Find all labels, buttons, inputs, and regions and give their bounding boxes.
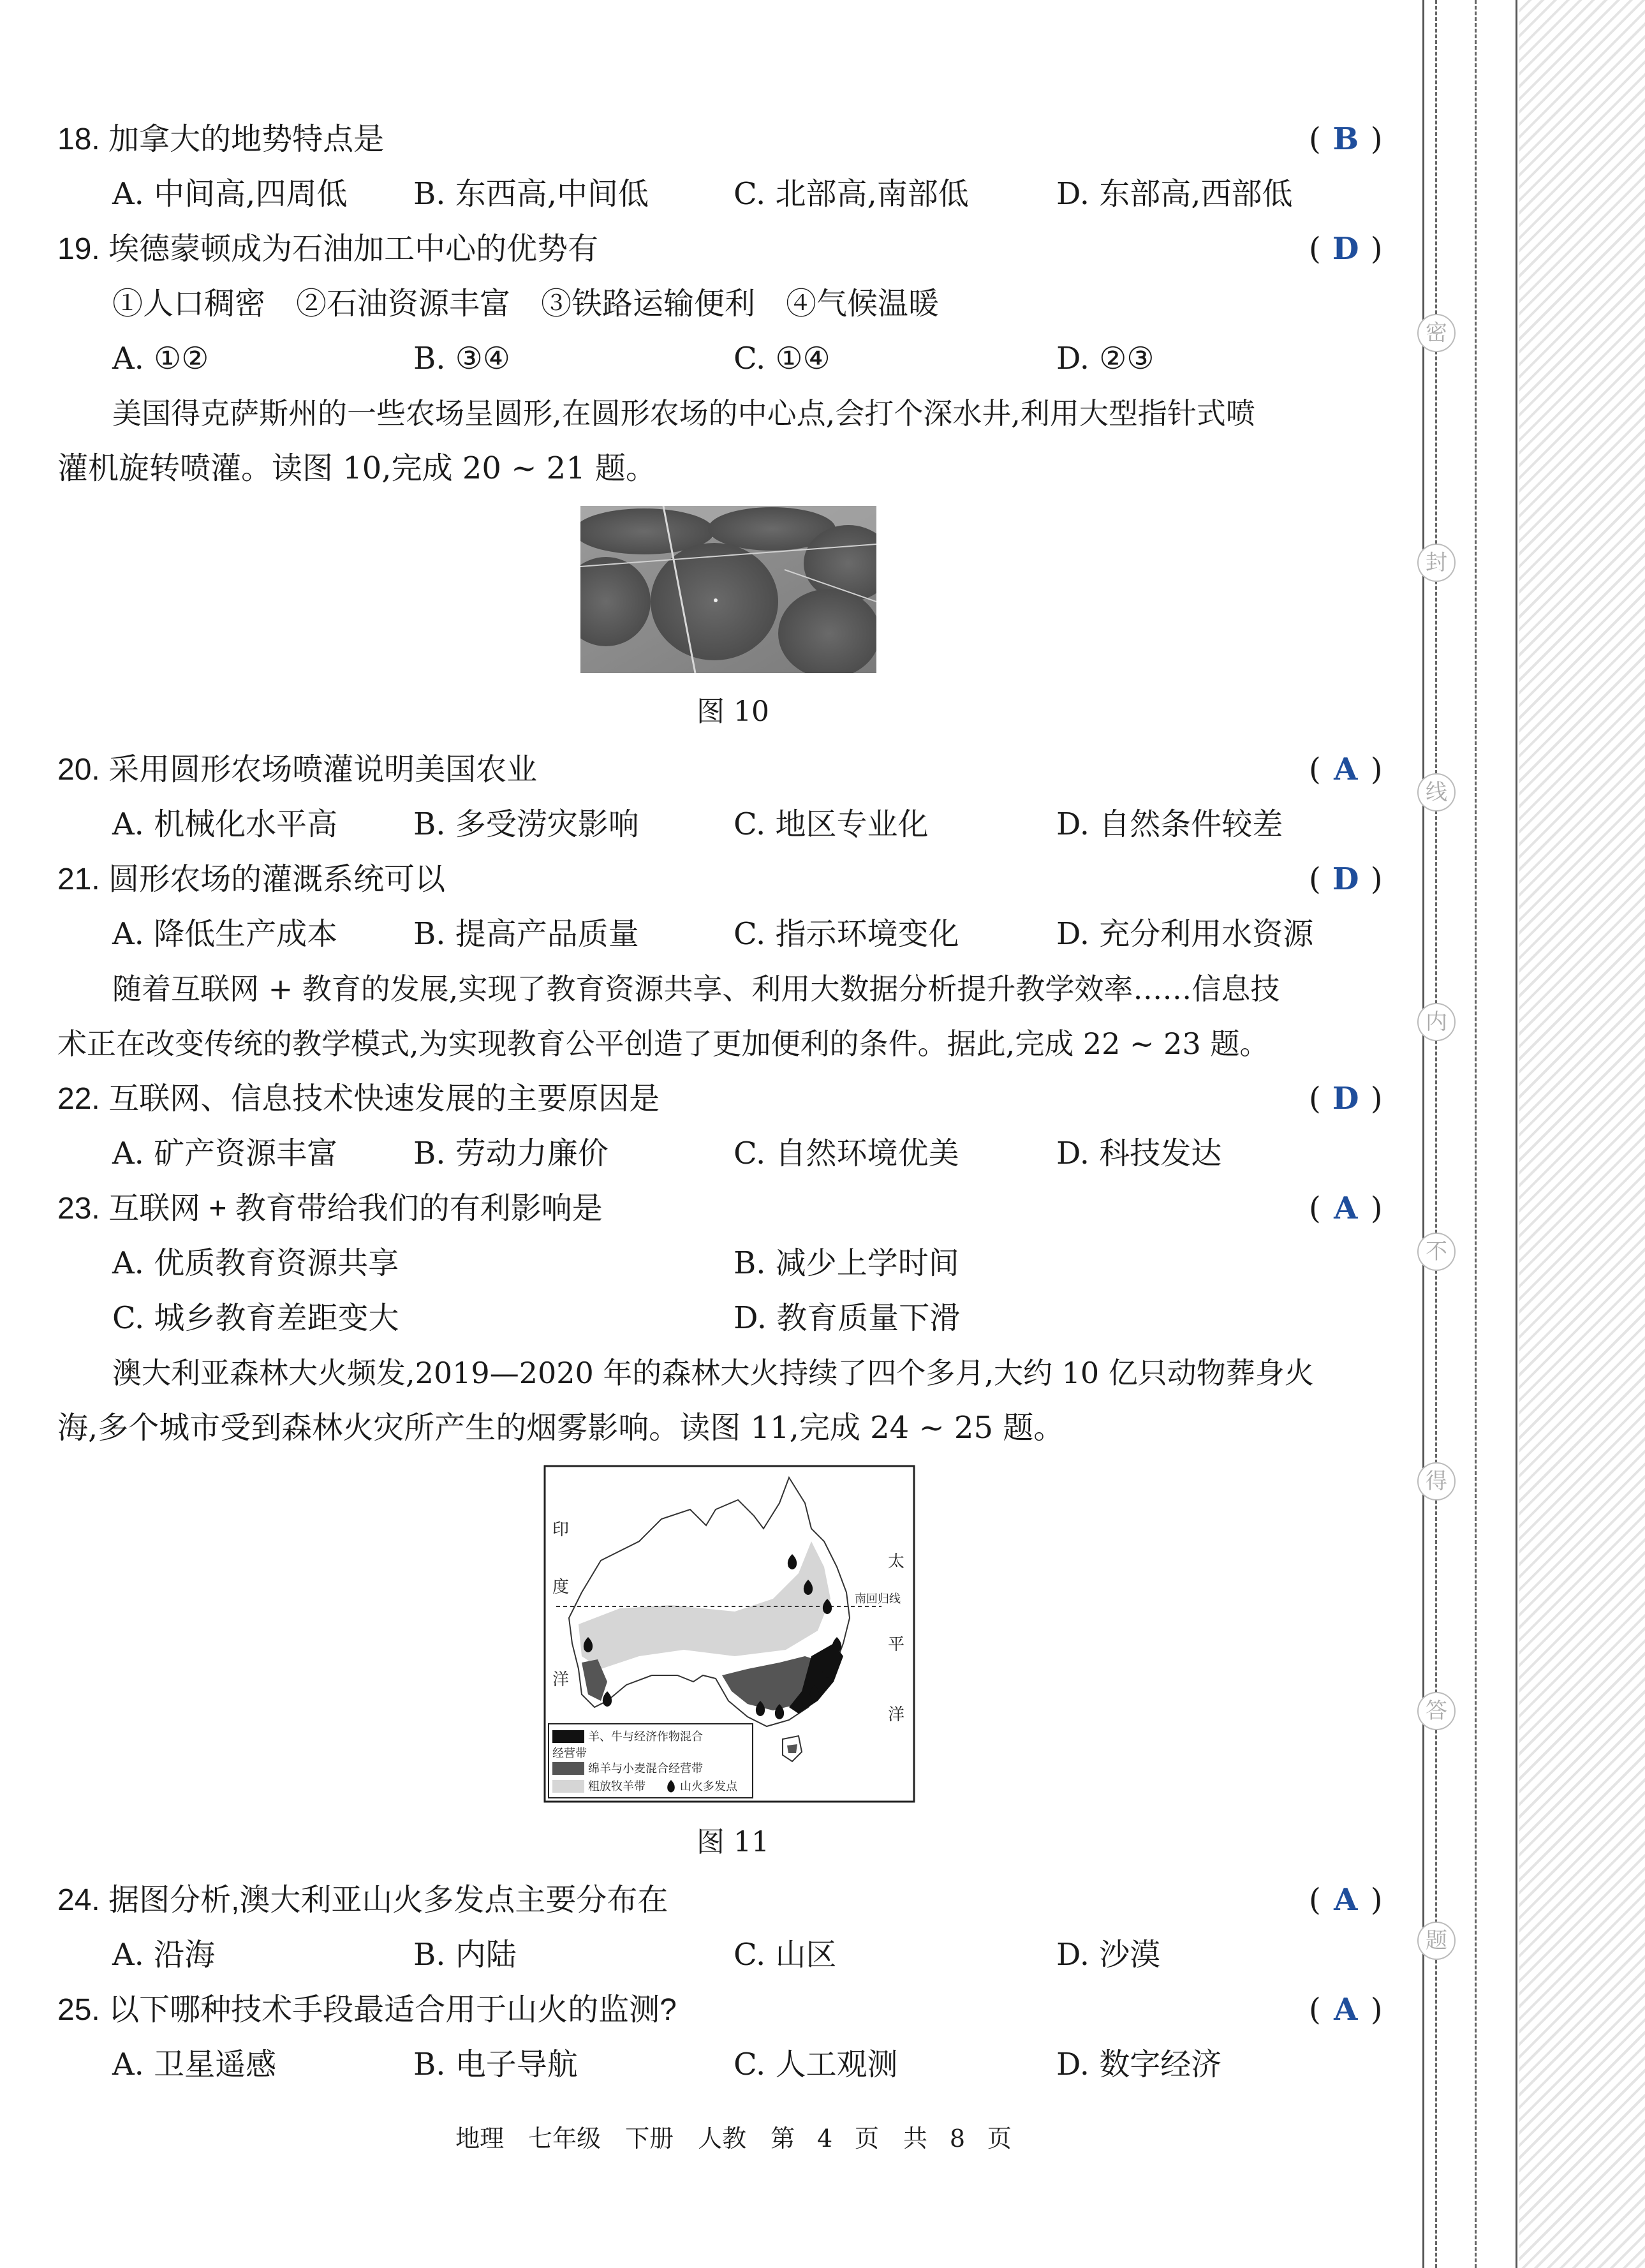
question-25-option-a: A. 卫星遥感 — [112, 2047, 277, 2082]
tropic-of-capricorn-label: 南回归线 — [855, 1592, 901, 1606]
figure-10-caption: 图 10 — [697, 695, 769, 728]
pacific-ocean-label-2: 平 — [888, 1635, 905, 1654]
legend-swatch-black — [552, 1730, 584, 1743]
question-21-option-d: D. 充分利用水资源 — [1056, 916, 1314, 952]
question-24-answer: ( A ) — [1309, 1882, 1383, 1918]
question-18-option-c: C. 北部高,南部低 — [734, 176, 969, 212]
question-22-answer: ( D ) — [1309, 1081, 1383, 1116]
question-24-option-d: D. 沙漠 — [1056, 1937, 1161, 1973]
question-20-option-a: A. 机械化水平高 — [112, 806, 338, 842]
question-19-option-c: C. ①④ — [734, 341, 830, 376]
question-23-option-a: A. 优质教育资源共享 — [112, 1245, 399, 1281]
question-19-items: ①人口稠密 ②石油资源丰富 ③铁路运输便利 ④气候温暖 — [112, 286, 940, 322]
answer-letter: A — [1334, 1190, 1358, 1226]
legend-light-label: 粗放牧羊带 — [588, 1780, 645, 1793]
question-20-answer: ( A ) — [1309, 752, 1383, 787]
question-21-stem: 21. 圆形农场的灌溉系统可以 — [57, 863, 446, 896]
figure-11-caption: 图 11 — [697, 1826, 769, 1858]
question-23-option-b: B. 减少上学时间 — [734, 1245, 959, 1281]
answer-letter: A — [1334, 752, 1358, 787]
question-19-answer: ( D ) — [1309, 231, 1383, 267]
question-18-answer: ( B ) — [1309, 121, 1383, 157]
passage-22-23-line-2: 术正在改变传统的教学模式,为实现教育公平创造了更加便利的条件。据此,完成 22 ~ 23 题。 — [57, 1027, 1269, 1061]
answer-letter: A — [1334, 1992, 1358, 2027]
question-24-option-b: B. 内陆 — [413, 1937, 517, 1973]
pacific-ocean-label-1: 太 — [888, 1552, 905, 1571]
passage-20-21-line-1: 美国得克萨斯州的一些农场呈圆形,在圆形农场的中心点,会打个深水井,利用大型指针式喷 — [112, 396, 1255, 431]
passage-20-21-line-2: 灌机旋转喷灌。读图 10,完成 20 ~ 21 题。 — [57, 450, 657, 486]
legend-fire-label: 山火多发点 — [680, 1780, 737, 1793]
question-23-stem: 23. 互联网 + 教育带给我们的有利影响是 — [57, 1192, 603, 1226]
figure-11-australia-agriculture-map — [543, 1465, 915, 1803]
binding-seal-8: 题 — [1417, 1922, 1456, 1960]
question-21-option-b: B. 提高产品质量 — [413, 916, 639, 952]
question-21-answer: ( D ) — [1309, 861, 1383, 897]
binding-seal-7: 答 — [1417, 1692, 1456, 1730]
question-20-option-b: B. 多受涝灾影响 — [413, 806, 639, 842]
question-20-option-d: D. 自然条件较差 — [1056, 806, 1283, 842]
answer-letter: D — [1332, 231, 1359, 267]
question-19-option-d: D. ②③ — [1056, 341, 1154, 376]
indian-ocean-label-3: 洋 — [552, 1670, 570, 1689]
binding-seal-2: 封 — [1417, 544, 1456, 582]
question-22-option-a: A. 矿产资源丰富 — [112, 1136, 338, 1171]
question-18-option-d: D. 东部高,西部低 — [1056, 176, 1293, 212]
legend-black-label-2: 经营带 — [552, 1747, 587, 1760]
question-21-option-a: A. 降低生产成本 — [112, 916, 338, 952]
legend-swatch-light — [552, 1780, 584, 1793]
binding-seal-6: 得 — [1417, 1462, 1456, 1501]
binding-seal-5: 不 — [1417, 1233, 1456, 1271]
question-24-stem: 24. 据图分析,澳大利亚山火多发点主要分布在 — [57, 1883, 668, 1917]
question-21-option-c: C. 指示环境变化 — [734, 916, 959, 952]
question-25-option-d: D. 数字经济 — [1056, 2047, 1222, 2082]
binding-hatch — [1519, 0, 1645, 2268]
question-18-option-b: B. 东西高,中间低 — [413, 176, 649, 212]
pacific-ocean-label-3: 洋 — [888, 1705, 905, 1724]
legend-black-label-1: 羊、牛与经济作物混合 — [588, 1730, 703, 1744]
question-20-stem: 20. 采用圆形农场喷灌说明美国农业 — [57, 753, 538, 787]
answer-letter: D — [1332, 861, 1359, 897]
question-22-option-b: B. 劳动力廉价 — [413, 1136, 609, 1171]
question-25-answer: ( A ) — [1309, 1992, 1383, 2027]
binding-seal-1: 密 — [1417, 314, 1456, 352]
passage-24-25-line-2: 海,多个城市受到森林火灾所产生的烟雾影响。读图 11,完成 24 ~ 25 题。 — [57, 1410, 1065, 1446]
question-25-stem: 25. 以下哪种技术手段最适合用于山火的监测? — [57, 1993, 677, 2027]
question-19-stem: 19. 埃德蒙顿成为石油加工中心的优势有 — [57, 232, 599, 266]
question-22-option-d: D. 科技发达 — [1056, 1136, 1222, 1171]
figure-10-circular-farms-photo — [580, 506, 876, 673]
legend-dark-label: 绵羊与小麦混合经营带 — [588, 1762, 703, 1775]
passage-24-25-line-1: 澳大利亚森林大火频发,2019—2020 年的森林大火持续了四个多月,大约 10 亿只动物葬身火 — [112, 1356, 1314, 1390]
question-25-option-b: B. 电子导航 — [413, 2047, 578, 2082]
question-25-option-c: C. 人工观测 — [734, 2047, 898, 2082]
question-23-option-c: C. 城乡教育差距变大 — [112, 1300, 399, 1336]
question-19-option-b: B. ③④ — [413, 341, 510, 376]
question-18-stem: 18. 加拿大的地势特点是 — [57, 122, 385, 156]
question-22-stem: 22. 互联网、信息技术快速发展的主要原因是 — [57, 1082, 660, 1116]
page-footer: 地理 七年级 下册 人教 第 4 页 共 8 页 — [455, 2124, 1012, 2153]
answer-letter: A — [1334, 1882, 1358, 1918]
indian-ocean-label-1: 印 — [552, 1520, 570, 1539]
question-19-option-a: A. ①② — [112, 341, 209, 376]
answer-letter: D — [1332, 1081, 1359, 1116]
question-20-option-c: C. 地区专业化 — [734, 806, 929, 842]
question-22-option-c: C. 自然环境优美 — [734, 1136, 959, 1171]
passage-22-23-line-1: 随着互联网 + 教育的发展,实现了教育资源共享、利用大数据分析提升教学效率……信息技 — [112, 972, 1280, 1006]
question-23-option-d: D. 教育质量下滑 — [734, 1300, 961, 1336]
question-23-answer: ( A ) — [1309, 1190, 1383, 1226]
question-24-option-a: A. 沿海 — [112, 1937, 216, 1973]
question-18-option-a: A. 中间高,四周低 — [112, 176, 348, 212]
map-legend — [549, 1724, 753, 1798]
question-24-option-c: C. 山区 — [734, 1937, 837, 1973]
binding-seal-3: 线 — [1417, 773, 1456, 812]
indian-ocean-label-2: 度 — [552, 1578, 570, 1597]
binding-seal-4: 内 — [1417, 1003, 1456, 1041]
legend-swatch-dark — [552, 1762, 584, 1775]
answer-letter: B — [1332, 121, 1359, 157]
